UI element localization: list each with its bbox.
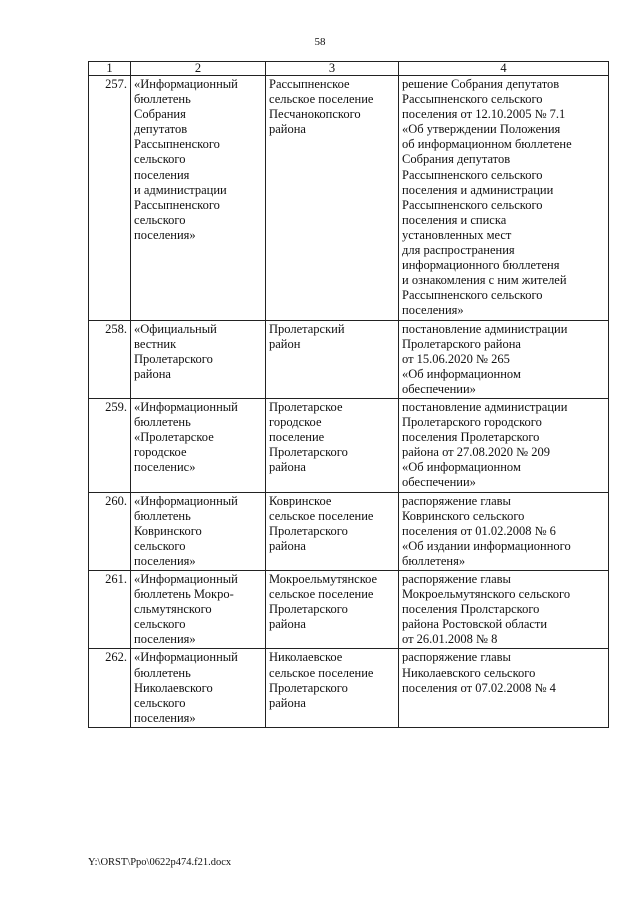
publisher: Ковринское сельское поселение Пролетарского района xyxy=(266,492,399,570)
table-row xyxy=(89,320,609,398)
header-cell: 4 xyxy=(399,62,609,76)
bulletin-name: «Официальный вестник Пролетарского района xyxy=(131,320,266,398)
table-header-row xyxy=(89,62,609,76)
legal-basis: распоряжение главы Ковринского сельского поселения от 01.02.2008 № 6 «Об издании информационного бюллетеня» xyxy=(399,492,609,570)
registry-table xyxy=(88,61,609,728)
legal-basis: постановление администрации Пролетарского городского поселения Пролетарского района от 27.08.2020 № 209 «Об информационном обеспечении» xyxy=(399,398,609,492)
bulletin-name: «Информационный бюллетень Мокро- сльмутянского сельского поселения» xyxy=(131,571,266,649)
bulletin-name: «Информационный бюллетень Собрания депутатов Рассыпненского сельского поселения и администрации Рассыпненского сельского поселения» xyxy=(131,76,266,321)
page-number: 58 xyxy=(314,36,326,48)
bulletin-name: «Информационный бюллетень Ковринского сельского поселения» xyxy=(131,492,266,570)
header-cell: 2 xyxy=(131,62,266,76)
legal-basis: распоряжение главы Николаевского сельского поселения от 07.02.2008 № 4 xyxy=(399,649,609,727)
table-row xyxy=(89,76,609,321)
table-row xyxy=(89,571,609,649)
legal-basis: решение Собрания депутатов Рассыпненского сельского поселения от 12.10.2005 № 7.1 «Об утверждении Положения об информационном бюллетене Собрания депутатов Рассыпненского сельского поселения и администрации Рассыпненского сельского поселения и списка установленных мест для распространения информационного бюллетеня и ознакомления с ним жителей Рассыпненского сельского поселения» xyxy=(399,76,609,321)
row-number: 261. xyxy=(89,571,131,649)
row-number: 262. xyxy=(89,649,131,727)
row-number: 259. xyxy=(89,398,131,492)
table-row xyxy=(89,649,609,727)
table-row xyxy=(89,492,609,570)
table-row xyxy=(89,398,609,492)
legal-basis: постановление администрации Пролетарского района от 15.06.2020 № 265 «Об информационном обеспечении» xyxy=(399,320,609,398)
publisher: Мокроельмутянское сельское поселение Пролетарского района xyxy=(266,571,399,649)
bulletin-name: «Информационный бюллетень Николаевского сельского поселения» xyxy=(131,649,266,727)
publisher: Николаевское сельское поселение Пролетарского района xyxy=(266,649,399,727)
publisher: Пролетарский район xyxy=(266,320,399,398)
bulletin-name: «Информационный бюллетень «Пролетарское городское поселенис» xyxy=(131,398,266,492)
row-number: 258. xyxy=(89,320,131,398)
header-cell: 3 xyxy=(266,62,399,76)
publisher: Рассыпненское сельское поселение Песчанокопского района xyxy=(266,76,399,321)
header-cell: 1 xyxy=(89,62,131,76)
publisher: Пролетарское городское поселение Пролетарского района xyxy=(266,398,399,492)
row-number: 260. xyxy=(89,492,131,570)
legal-basis: распоряжение главы Мокроельмутянского сельского поселения Пролстарского района Ростовской области от 26.01.2008 № 8 xyxy=(399,571,609,649)
row-number: 257. xyxy=(89,76,131,321)
document-file-path: Y:\ORST\Ppo\0622p474.f21.docx xyxy=(88,857,232,868)
